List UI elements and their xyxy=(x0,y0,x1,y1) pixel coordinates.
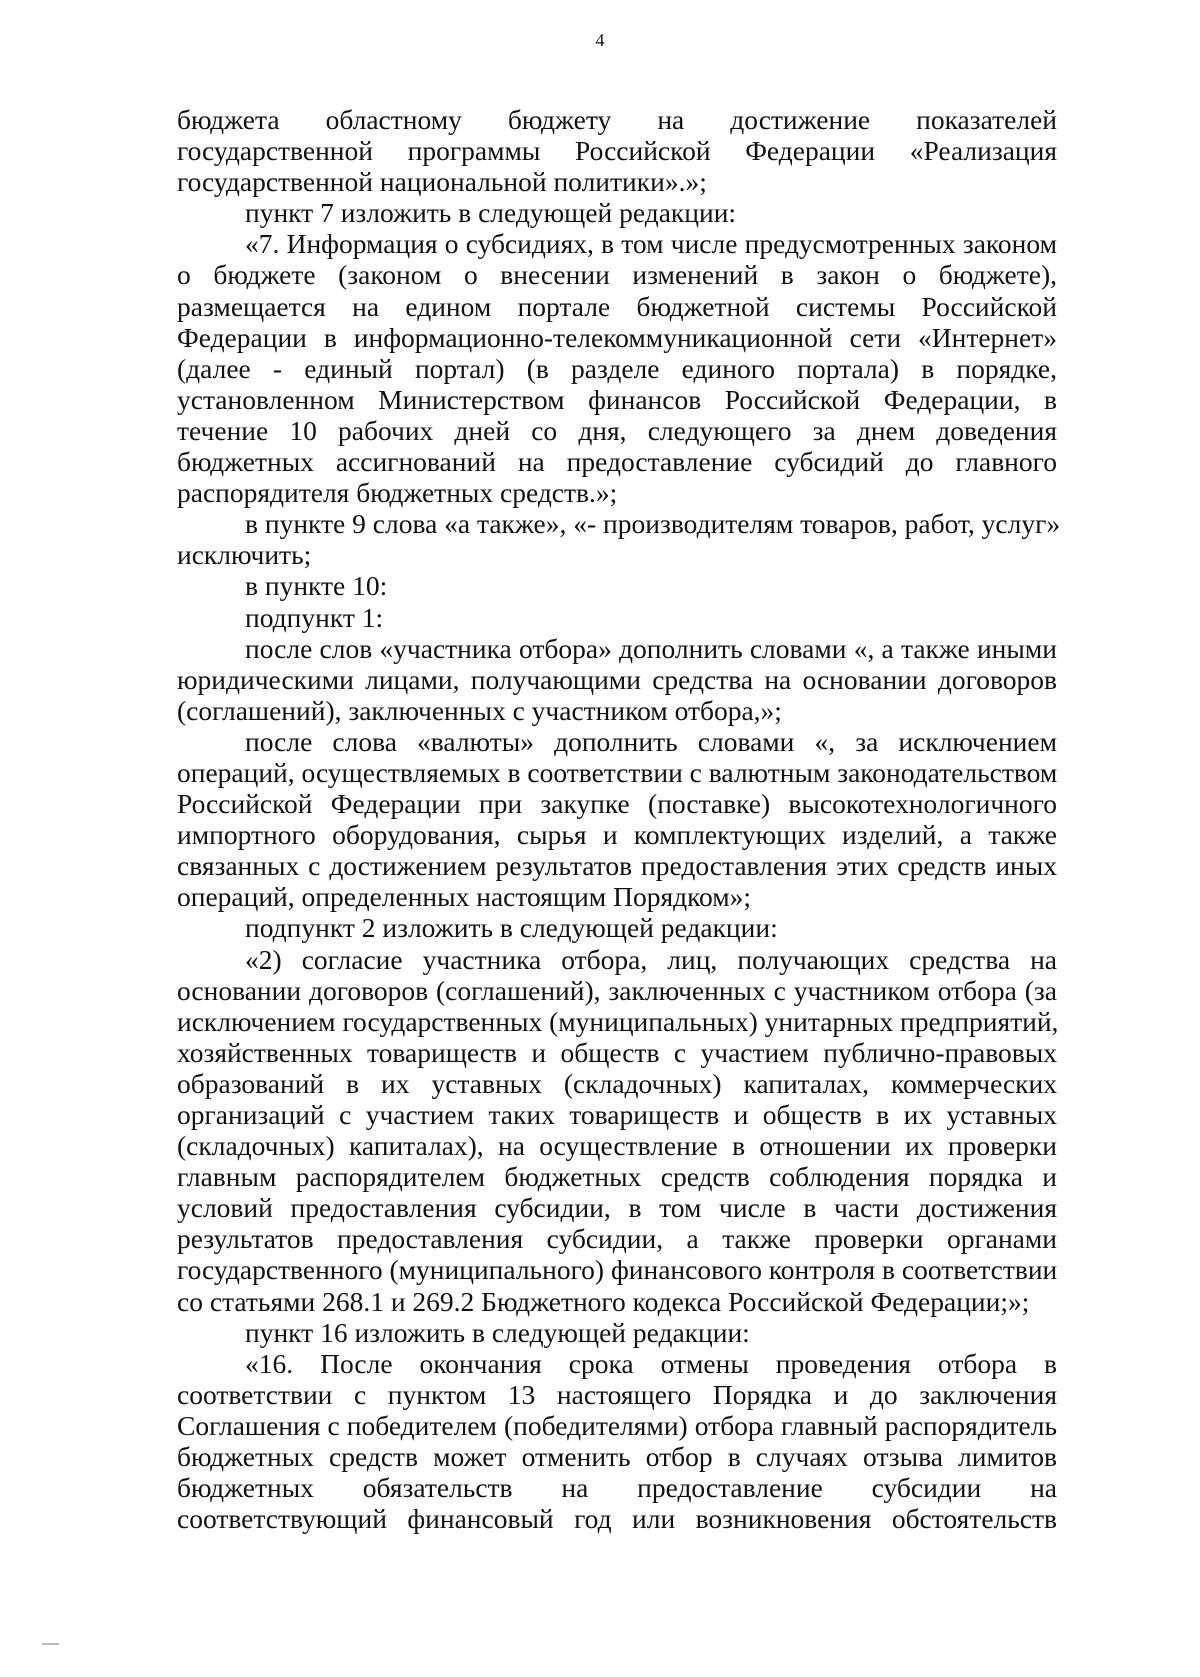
text-line: образований в их уставных (складочных) капиталах, коммерческих xyxy=(177,1067,1057,1099)
text-line: связанных с достижением результатов предоставления этих средств иных xyxy=(177,850,1057,882)
text-line: пункт 7 изложить в следующей редакции: xyxy=(245,197,737,229)
text-line: импортного оборудования, сырья и комплектующих изделий, а также xyxy=(177,819,1057,851)
text-line: пункт 16 изложить в следующей редакции: xyxy=(245,1316,750,1348)
text-line: (складочных) капиталах), на осуществление в отношении их проверки xyxy=(177,1130,1057,1162)
margin-mark xyxy=(42,1643,59,1645)
text-line: государственной национальной политики».»; xyxy=(177,166,707,198)
text-line: исключением государственных (муниципальных) унитарных предприятий, xyxy=(177,1005,1059,1037)
text-line: соответствии с пунктом 13 настоящего Порядка и до заключения xyxy=(177,1378,1057,1410)
text-line: условий предоставления субсидии, в том числе в части достижения xyxy=(177,1192,1057,1224)
text-line: (соглашений), заключенных с участником отбора,»; xyxy=(177,694,782,726)
text-line: после слова «валюты» дополнить словами «, за исключением xyxy=(245,725,1057,757)
text-line: юридическими лицами, получающими средства на основании договоров xyxy=(177,663,1057,695)
text-line: распорядителя бюджетных средств.»; xyxy=(177,477,618,509)
text-line: хозяйственных товариществ и обществ с участием публично-правовых xyxy=(177,1036,1057,1068)
text-line: (далее - единый портал) (в разделе единого портала) в порядке, xyxy=(177,352,1057,384)
text-line: «7. Информация о субсидиях, в том числе предусмотренных законом xyxy=(245,228,1057,260)
text-line: бюджета областному бюджету на достижение показателей xyxy=(177,104,1057,135)
text-line: государственного (муниципального) финансового контроля в соответствии xyxy=(177,1254,1058,1286)
text-line: «2) согласие участника отбора, лиц, получающих средства на xyxy=(245,943,1057,975)
text-line: подпункт 1: xyxy=(245,601,384,633)
text-line: исключить; xyxy=(177,539,312,571)
text-line: государственной программы Российской Федерации «Реализация xyxy=(177,135,1057,167)
page-number: 4 xyxy=(595,30,605,50)
text-line: в пункте 10: xyxy=(245,570,388,602)
text-line: Федерации в информационно-телекоммуникационной сети «Интернет» xyxy=(177,321,1057,353)
document-body xyxy=(177,104,1061,1535)
text-line: размещается на едином портале бюджетной системы Российской xyxy=(177,290,1057,322)
text-line: со статьями 268.1 и 269.2 Бюджетного кодекса Российской Федерации;»; xyxy=(177,1285,1030,1317)
text-line: основании договоров (соглашений), заключенных с участником отбора (за xyxy=(177,974,1057,1006)
text-line: бюджетных обязательств на предоставление субсидии на xyxy=(177,1472,1057,1504)
text-line: операций, определенных настоящим Порядком»; xyxy=(177,881,752,913)
text-line: установленном Министерством финансов Российской Федерации, в xyxy=(177,383,1057,415)
text-line: организаций с участием таких товариществ и обществ в их уставных xyxy=(177,1099,1057,1130)
text-line: подпункт 2 изложить в следующей редакции: xyxy=(245,912,778,944)
text-line: о бюджете (законом о внесении изменений в закон о бюджете), xyxy=(177,259,1057,291)
text-line: в пункте 9 слова «а также», «- производителям товаров, работ, услуг» xyxy=(245,508,1061,540)
text-line: течение 10 рабочих дней со дня, следующего за днем доведения xyxy=(177,414,1057,446)
text-line: Соглашения с победителем (победителями) отбора главный распорядитель xyxy=(177,1409,1057,1441)
text-line: операций, осуществляемых в соответствии с валютным законодательством xyxy=(177,756,1058,788)
text-line: главным распорядителем бюджетных средств соблюдения порядка и xyxy=(177,1161,1057,1193)
text-line: результатов предоставления субсидии, а также проверки органами xyxy=(177,1223,1057,1255)
text-line: соответствующий финансовый год или возникновения обстоятельств xyxy=(177,1503,1057,1535)
text-line: Российской Федерации при закупке (поставке) высокотехнологичного xyxy=(177,788,1057,820)
text-line: «16. После окончания срока отмены проведения отбора в xyxy=(245,1347,1057,1379)
text-line: после слов «участника отбора» дополнить словами «, а также иными xyxy=(245,632,1057,664)
text-line: бюджетных средств может отменить отбор в случаях отзыва лимитов xyxy=(177,1441,1057,1473)
text-line: бюджетных ассигнований на предоставление субсидий до главного xyxy=(177,446,1057,478)
